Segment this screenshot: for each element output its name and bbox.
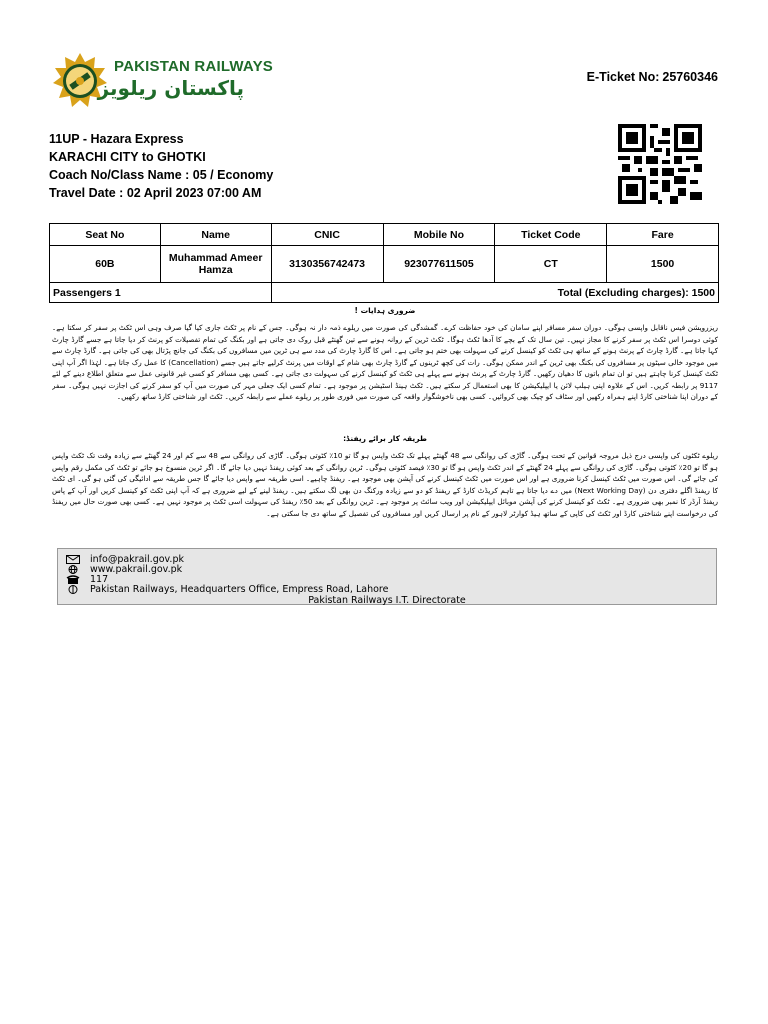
travel-date: Travel Date : 02 April 2023 07:00 AM bbox=[49, 186, 262, 200]
coach-class: Coach No/Class Name : 05 / Economy bbox=[49, 168, 274, 182]
contact-website[interactable]: www.pakrail.gov.pk bbox=[90, 563, 183, 575]
contact-phone-row bbox=[66, 574, 108, 584]
ticket-code-cell: CT bbox=[495, 246, 607, 283]
contact-box bbox=[57, 548, 717, 605]
qr-code-icon bbox=[618, 124, 702, 204]
column-header: Ticket Code bbox=[495, 224, 607, 246]
total-fare: Total (Excluding charges): 1500 bbox=[271, 283, 718, 303]
directorate: Pakistan Railways I.T. Directorate bbox=[308, 595, 466, 606]
ticket-table bbox=[49, 223, 719, 303]
contact-phone[interactable]: 117 bbox=[90, 573, 109, 585]
table-summary-row bbox=[50, 283, 719, 303]
trip-details bbox=[49, 130, 273, 202]
eticket-label: E-Ticket No: bbox=[586, 70, 660, 84]
column-header: Mobile No bbox=[383, 224, 495, 246]
instructions-body: ریزرویشن فیس ناقابل واپسی ہوگی۔ دوران سفر مسافر اپنے سامان کی خود حفاظت کرے۔ گمشدگی کی صورت میں ریلوے ذمہ دار نہ ہوگی۔ جس کے نام پر ٹکٹ جاری کیا گیا صرف وہی اس ٹکٹ پر سفر کر سکتا ہے۔ کوئی دوسرا اس ٹکٹ پر سفر کرنے کا مجاز نہیں۔ تین سال تک کے بچے کا آدھا ٹکٹ ہوگا۔ ٹکٹ ٹرین کے روانہ ہونے سے تین گھنٹے قبل روک دی جاتی ہے اور بکنگ کی تمام تفصیلات کو پرنٹ کر دیا جاتا ہے جسے گارڈ چارٹ کہا جاتا ہے۔ گارڈ چارٹ کے پرنٹ ہونے کے ساتھ ہی ٹکٹ کو کینسل کرنے کی سہولت بھی ختم ہو جاتی ہے۔ اس کا گارڈ چارٹ کی مدد سے ہی ٹرین میں مسافروں کی بکنگ کی جانچ پڑتال بھی کی جاتی ہے۔ گارڈ چارٹ سے میں موجود خالی سیٹوں پر مسافروں کی بکنگ بھی ٹرین کے اندر ممکن ہوگی۔ رات کی کچھ ٹرینوں کے گارڈ چارٹ بھی شام کے اوقات میں پرنٹ کرلیے جاتے ہیں جسے (Cancellation) کا عمل رک جاتا ہے۔ لہٰذا اگر آپ اپنی ٹکٹ کینسل کرنا چاہتے ہیں تو ان تمام باتوں کا دھیان رکھیں۔ گارڈ چارٹ کے پرنٹ ہونے سے پہلے ہی ٹکٹ کو کینسل کرنے کی سہولت دی جاتی ہے۔ کسی بھی مسافر کو کسی غیر قانونی عمل سے متعلق اطلاع دینے کے لئے 9117 پر رابطہ کریں۔ اس کے علاوہ اپنی ہیلپ لائن یا ایپلیکیشن کا بھی استعمال کر سکتے ہیں۔ ٹکٹ ہینڈ اسٹیشن پر موجود ہے۔ تمام کسی ایک جعلی مہر کی صورت میں آپ کو سفر کرنے کی اجازت نہیں ہوگی۔ سفر کے دوران اپنا شناختی کارڈ اپنے ہمراہ رکھیں اور سٹاف کو چیک بھی کروائیں۔ کسی بھی ناخوشگوار واقعہ کی صورت میں فوری طور پر ریلوے عملے سے رابطہ کریں۔ ٹکٹ اور شناختی کارڈ ساتھ رکھیں۔ bbox=[52, 323, 718, 401]
cnic-cell: 3130356742473 bbox=[271, 246, 383, 283]
refund-heading: طریقہ کار برائے ریفنڈ: bbox=[343, 434, 427, 443]
refund-body: ریلوے ٹکٹوں کی واپسی درج ذیل مروجہ قوانین کے تحت ہوگی۔ گاڑی کی روانگی سے 48 گھنٹے پہلے تک ٹکٹ واپس ہو گا تو 10٪ کٹوتی ہوگی۔ گاڑی کی روانگی سے 48 سے کم اور 24 گھنٹے سے زیادہ وقت تک ٹکٹ واپس ہو گا تو 20٪ کٹوتی ہوگی۔ گاڑی کی روانگی سے پہلے 24 گھنٹے کے اندر ٹکٹ واپس ہو گا تو 30٪ فیصد کٹوتی ہوگی۔ ٹرین روانگی کے بعد کوئی ریفنڈ نہیں دیا جائے گا۔ اگر ٹرین منسوخ ہو جائے تو ٹکٹ کی مکمل رقم واپس کی جائے گی۔ اس صورت میں ٹکٹ کینسل کرنا ضروری ہے اور اس صورت میں ٹکٹ کینسل کرنے کی آپشن بھی موجود ہے۔ ریفنڈ چاہیے۔ اسی طریقہ سے واپس دیا جائے گا جس طریقہ سے ادائیگی کی گئی ہو گی۔ ای ٹکٹ کا ریفنڈ اگلے دفتری دن (Next Working Day) میں دے دیا جاتا ہے تاہم کریڈٹ کارڈ کے ریفنڈ کو دو سے زیادہ ورکنگ دن بھی لگ سکتے ہیں۔ ریفنڈ لینے کے لیے ضروری ہے کہ آپ اپنی ٹکٹ کو کینسل کریں اور آپ کے پاس ریفنڈ آرڈر کا نمبر بھی ضروری ہے۔ ٹکٹ کو کینسل کرنے کی آپشن موبائل ایپلیکیشن اور ویب سائٹ پر موجود ہے۔ ٹرین روانگی کے بعد 50٪ ریفنڈ کی سہولت اسی ٹکٹ پر موجود نہیں ہے۔ کسی بھی صورت حال میں ریفنڈ کی درخواست اپنے شناختی کارڈ اور ٹکٹ کی کاپی کے ساتھ ہیڈ کوارٹر لاہور کے نام پر ارسال کریں اور مسافروں کی تفصیل کے ساتھ دی جا سکتی ہے۔ bbox=[52, 451, 718, 518]
contact-email-row bbox=[66, 554, 184, 564]
brand-name-en: PAKISTAN RAILWAYS bbox=[114, 58, 273, 75]
web-icon bbox=[66, 565, 80, 574]
passengers-count: Passengers 1 bbox=[50, 283, 272, 303]
name-cell: Muhammad Ameer Hamza bbox=[160, 246, 271, 283]
location-icon bbox=[66, 585, 80, 594]
fare-cell: 1500 bbox=[607, 246, 719, 283]
contact-address-row bbox=[66, 584, 388, 594]
route: KARACHI CITY to GHOTKI bbox=[49, 150, 206, 164]
column-header: Seat No bbox=[50, 224, 161, 246]
brand-name-ur: پاکستان ریلویز bbox=[97, 76, 244, 100]
column-header: CNIC bbox=[271, 224, 383, 246]
contact-email[interactable]: info@pakrail.gov.pk bbox=[90, 553, 184, 565]
contact-address: Pakistan Railways, Headquarters Office, Empress Road, Lahore bbox=[90, 583, 389, 595]
column-header: Name bbox=[160, 224, 271, 246]
email-icon bbox=[66, 555, 80, 564]
column-header: Fare bbox=[607, 224, 719, 246]
table-row bbox=[50, 246, 719, 283]
contact-website-row bbox=[66, 564, 182, 574]
pakistan-railways-logo bbox=[52, 52, 273, 112]
train-name: 11UP - Hazara Express bbox=[49, 132, 184, 146]
phone-icon bbox=[66, 575, 80, 584]
eticket-number bbox=[587, 70, 718, 84]
table-header-row bbox=[50, 224, 719, 246]
eticket-value: 25760346 bbox=[662, 70, 718, 84]
seat-no-cell: 60B bbox=[50, 246, 161, 283]
mobile-cell: 923077611505 bbox=[383, 246, 495, 283]
instructions-heading: ضروری ہدایات ! bbox=[354, 306, 416, 315]
